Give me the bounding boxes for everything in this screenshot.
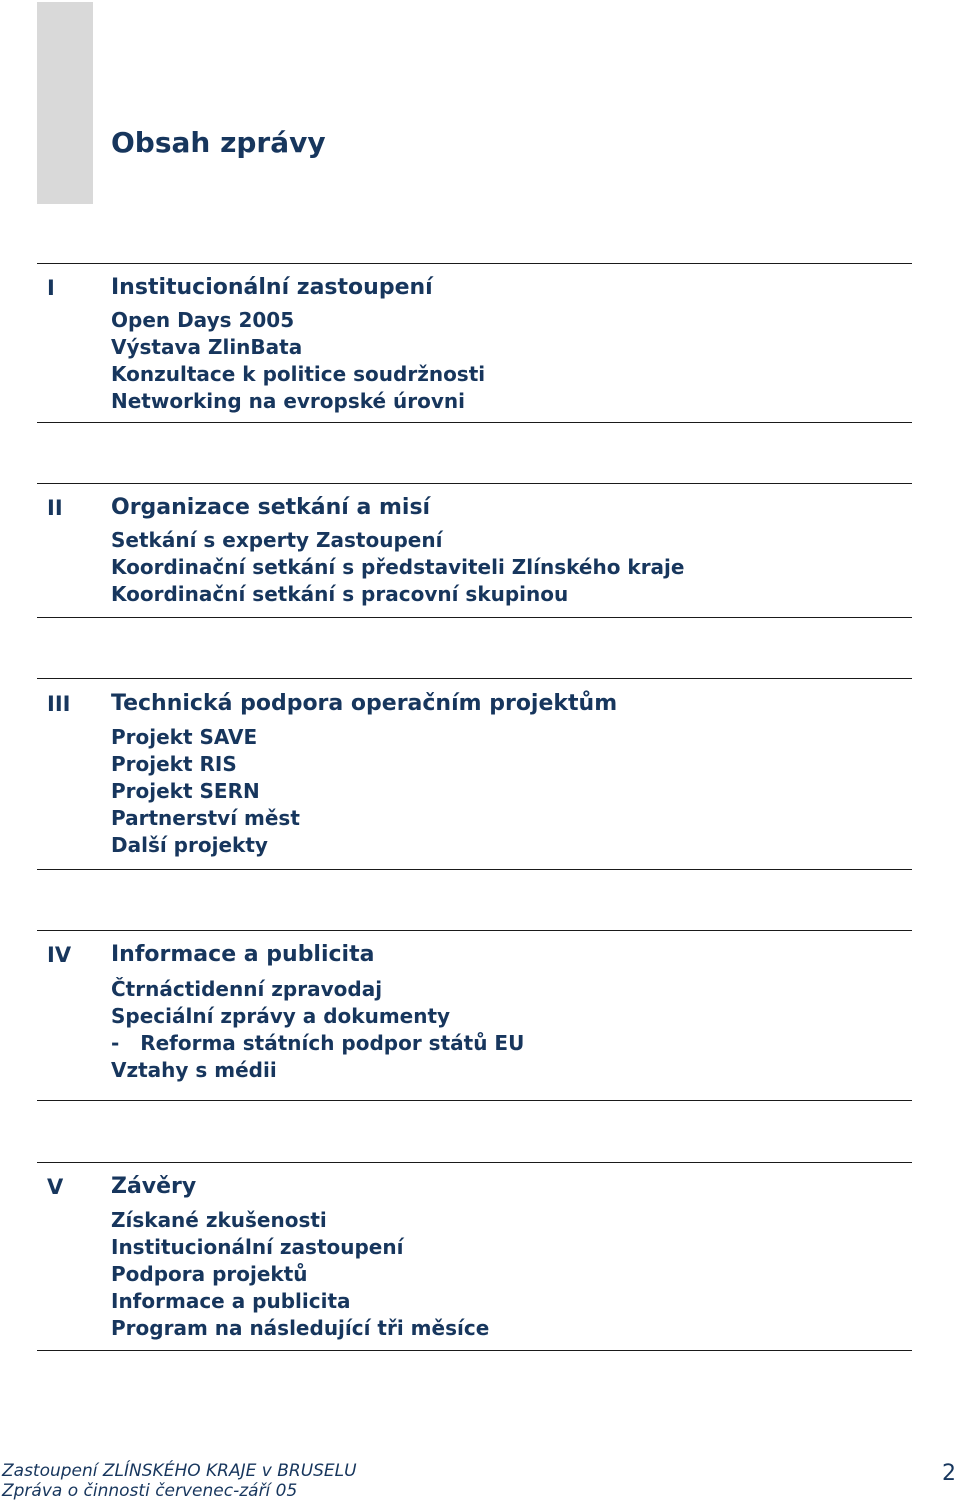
toc-item[interactable]: Networking na evropské úrovni: [111, 389, 466, 413]
section-top-rule: [37, 483, 912, 484]
page-title: Obsah zprávy: [111, 126, 326, 159]
section-items: [111, 307, 485, 415]
section-bottom-rule: [37, 617, 912, 618]
toc-item[interactable]: Open Days 2005: [111, 308, 295, 332]
section-top-rule: [37, 930, 912, 931]
section-number: II: [47, 496, 63, 520]
toc-item[interactable]: Informace a publicita: [111, 1289, 351, 1313]
section-heading[interactable]: Technická podpora operačním projektům: [111, 691, 618, 716]
toc-item[interactable]: Výstava ZlinBata: [111, 335, 303, 359]
section-top-rule: [37, 263, 912, 264]
toc-item[interactable]: Vztahy s médii: [111, 1058, 277, 1082]
section-number: I: [47, 276, 55, 300]
decorative-bar: [37, 2, 93, 204]
section-number: III: [47, 692, 71, 716]
toc-section-5: [37, 1162, 912, 1351]
toc-item[interactable]: Další projekty: [111, 833, 268, 857]
section-items: [111, 724, 300, 859]
section-heading[interactable]: Závěry: [111, 1174, 197, 1199]
toc-item[interactable]: Setkání s experty Zastoupení: [111, 528, 443, 552]
toc-section-2: [37, 483, 912, 618]
section-number: V: [47, 1175, 64, 1199]
toc-section-1: [37, 263, 912, 423]
section-bottom-rule: [37, 869, 912, 870]
section-bottom-rule: [37, 1100, 912, 1101]
toc-item[interactable]: Projekt SAVE: [111, 725, 258, 749]
section-items: [111, 976, 524, 1084]
toc-item[interactable]: Koordinační setkání s pracovní skupinou: [111, 582, 569, 606]
toc-item[interactable]: Projekt RIS: [111, 752, 237, 776]
section-heading[interactable]: Informace a publicita: [111, 942, 375, 967]
section-top-rule: [37, 1162, 912, 1163]
toc-item[interactable]: Čtrnáctidenní zpravodaj: [111, 977, 383, 1001]
section-number: IV: [47, 943, 72, 967]
page-number: 2: [942, 1461, 956, 1486]
section-heading[interactable]: Organizace setkání a misí: [111, 495, 431, 520]
toc-item[interactable]: - Reforma státních podpor států EU: [111, 1031, 525, 1055]
section-heading[interactable]: Institucionální zastoupení: [111, 275, 433, 300]
toc-section-4: [37, 930, 912, 1101]
toc-item[interactable]: Získané zkušenosti: [111, 1208, 327, 1232]
section-bottom-rule: [37, 422, 912, 423]
toc-item[interactable]: Program na následující tři měsíce: [111, 1316, 490, 1340]
toc-item[interactable]: Speciální zprávy a dokumenty: [111, 1004, 451, 1028]
footer-report-title: Zpráva o činnosti červenec-září 05: [2, 1481, 298, 1501]
section-items: [111, 1207, 489, 1342]
section-items: [111, 527, 684, 608]
footer-organization: Zastoupení ZLÍNSKÉHO KRAJE v BRUSELU: [2, 1461, 357, 1481]
toc-item[interactable]: Institucionální zastoupení: [111, 1235, 404, 1259]
section-bottom-rule: [37, 1350, 912, 1351]
toc-item[interactable]: Podpora projektů: [111, 1262, 308, 1286]
toc-item[interactable]: Konzultace k politice soudržnosti: [111, 362, 486, 386]
toc-item[interactable]: Projekt SERN: [111, 779, 260, 803]
section-top-rule: [37, 678, 912, 679]
toc-section-3: [37, 678, 912, 870]
toc-item[interactable]: Partnerství měst: [111, 806, 300, 830]
toc-item[interactable]: Koordinační setkání s představiteli Zlínského kraje: [111, 555, 685, 579]
